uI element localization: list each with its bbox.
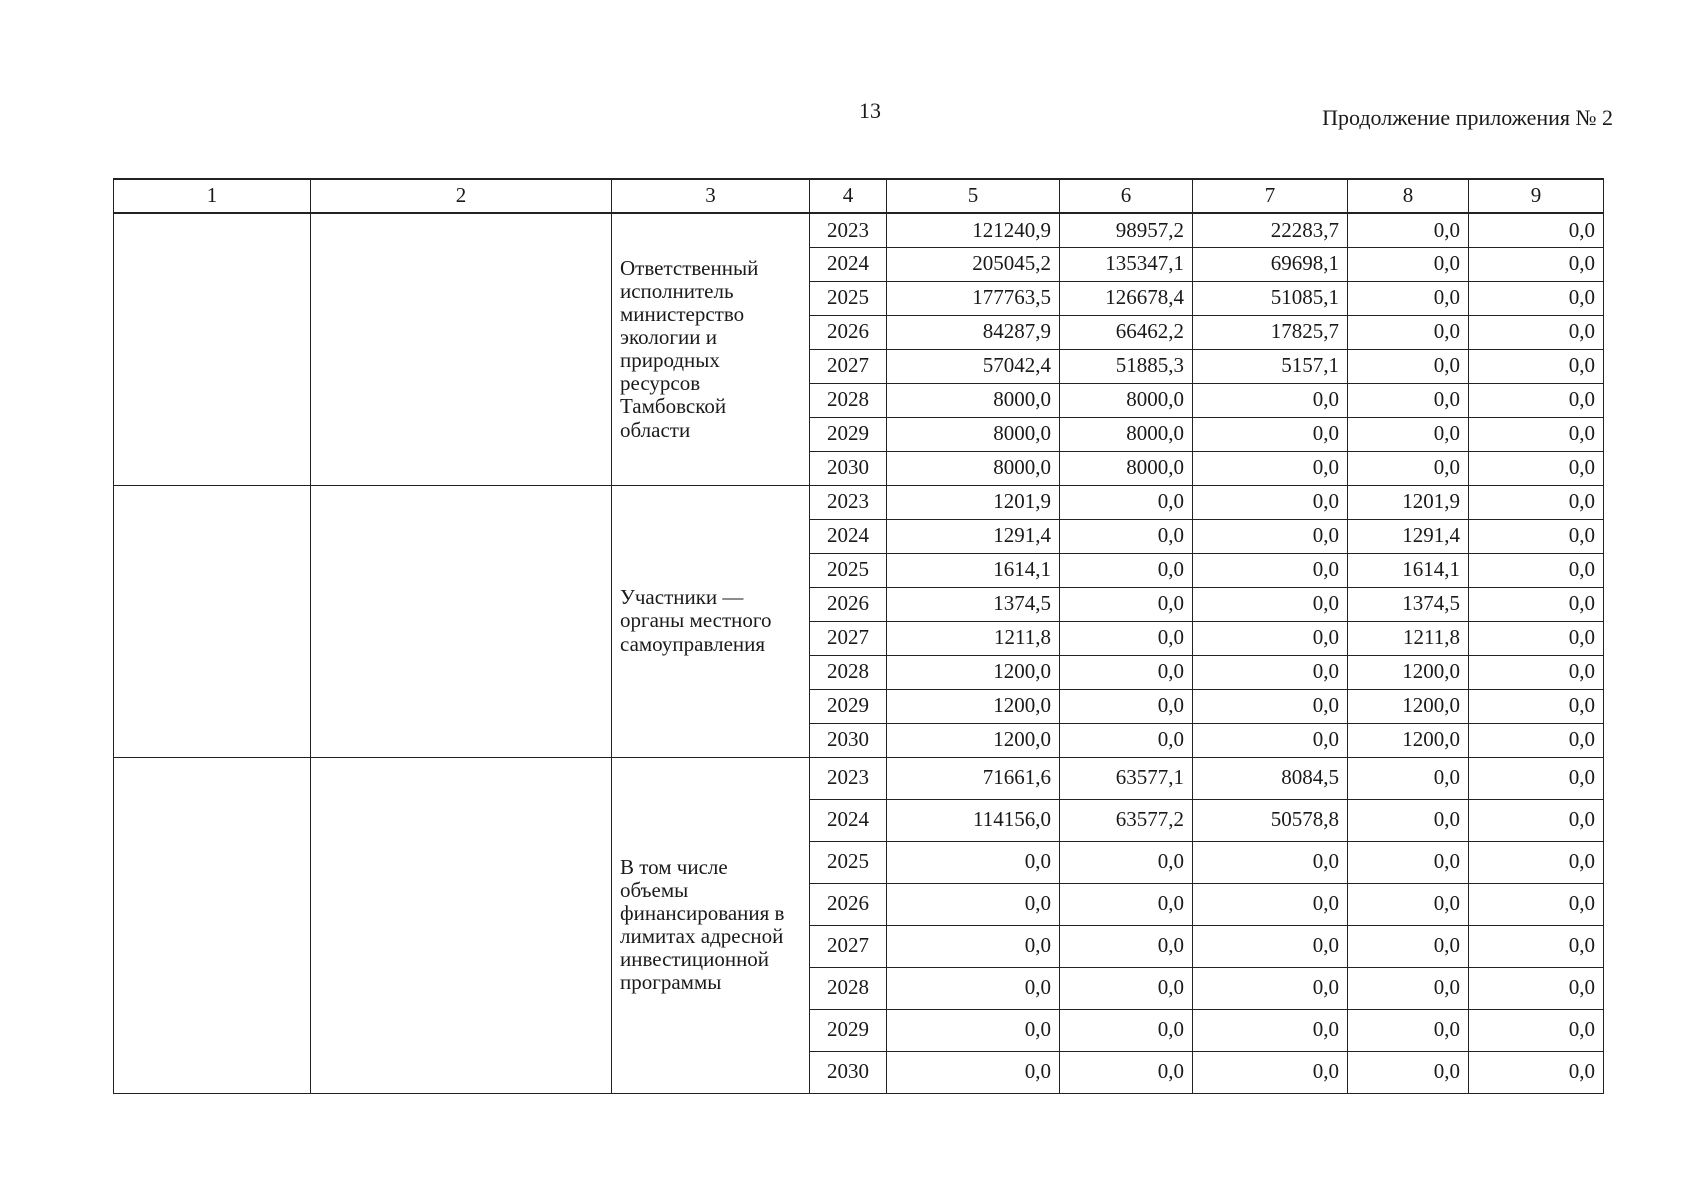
value-cell: 63577,1: [1060, 757, 1193, 799]
value-cell: 0,0: [1469, 587, 1604, 621]
value-cell: 0,0: [1060, 485, 1193, 519]
value-cell: 69698,1: [1193, 247, 1348, 281]
column-1-cell: [114, 757, 311, 1093]
table-row: [114, 213, 1604, 247]
year-cell: 2024: [810, 519, 887, 553]
year-cell: 2023: [810, 485, 887, 519]
value-cell: 1200,0: [1348, 689, 1469, 723]
value-cell: 0,0: [887, 841, 1060, 883]
value-cell: 121240,9: [887, 213, 1060, 247]
value-cell: 8000,0: [1060, 383, 1193, 417]
value-cell: 0,0: [887, 1009, 1060, 1051]
value-cell: 0,0: [1469, 757, 1604, 799]
column-header: 4: [810, 179, 887, 213]
group-label: Ответственный исполнитель министерство экологии и природных ресурсов Тамбовской области: [612, 213, 810, 485]
value-cell: 0,0: [1469, 247, 1604, 281]
value-cell: 1200,0: [887, 689, 1060, 723]
value-cell: 0,0: [887, 967, 1060, 1009]
year-cell: 2027: [810, 925, 887, 967]
year-cell: 2025: [810, 281, 887, 315]
value-cell: 1614,1: [887, 553, 1060, 587]
value-cell: 0,0: [1193, 553, 1348, 587]
year-cell: 2025: [810, 553, 887, 587]
value-cell: 0,0: [1060, 925, 1193, 967]
value-cell: 1200,0: [887, 723, 1060, 757]
value-cell: 0,0: [1348, 883, 1469, 925]
value-cell: 0,0: [1348, 1009, 1469, 1051]
value-cell: 0,0: [1193, 383, 1348, 417]
value-cell: 0,0: [1060, 621, 1193, 655]
year-cell: 2027: [810, 621, 887, 655]
value-cell: 0,0: [1469, 967, 1604, 1009]
value-cell: 0,0: [1469, 1009, 1604, 1051]
column-header: 6: [1060, 179, 1193, 213]
value-cell: 0,0: [1348, 281, 1469, 315]
column-header: 9: [1469, 179, 1604, 213]
value-cell: 8000,0: [887, 451, 1060, 485]
group-label: В том числе объемы финансирования в лимитах адресной инвестиционной программы: [612, 757, 810, 1093]
value-cell: 0,0: [1469, 723, 1604, 757]
column-header: 5: [887, 179, 1060, 213]
value-cell: 71661,6: [887, 757, 1060, 799]
value-cell: 8000,0: [887, 383, 1060, 417]
year-cell: 2030: [810, 451, 887, 485]
value-cell: 0,0: [1469, 451, 1604, 485]
value-cell: 126678,4: [1060, 281, 1193, 315]
value-cell: 66462,2: [1060, 315, 1193, 349]
value-cell: 84287,9: [887, 315, 1060, 349]
value-cell: 0,0: [1469, 655, 1604, 689]
year-cell: 2023: [810, 213, 887, 247]
value-cell: 0,0: [1193, 967, 1348, 1009]
value-cell: 0,0: [1469, 621, 1604, 655]
value-cell: 8000,0: [887, 417, 1060, 451]
value-cell: 0,0: [1348, 841, 1469, 883]
value-cell: 1291,4: [1348, 519, 1469, 553]
year-cell: 2026: [810, 315, 887, 349]
value-cell: 0,0: [1193, 883, 1348, 925]
value-cell: 114156,0: [887, 799, 1060, 841]
year-cell: 2026: [810, 883, 887, 925]
value-cell: 50578,8: [1193, 799, 1348, 841]
column-header: 7: [1193, 179, 1348, 213]
table-row: [114, 757, 1604, 799]
value-cell: 17825,7: [1193, 315, 1348, 349]
value-cell: 135347,1: [1060, 247, 1193, 281]
value-cell: 1374,5: [1348, 587, 1469, 621]
value-cell: 51085,1: [1193, 281, 1348, 315]
value-cell: 1200,0: [1348, 655, 1469, 689]
value-cell: 0,0: [1469, 841, 1604, 883]
value-cell: 0,0: [1469, 281, 1604, 315]
value-cell: 22283,7: [1193, 213, 1348, 247]
value-cell: 1201,9: [1348, 485, 1469, 519]
group-participants: [114, 485, 1604, 757]
value-cell: 0,0: [1060, 1051, 1193, 1093]
value-cell: 0,0: [1469, 417, 1604, 451]
value-cell: 0,0: [1060, 553, 1193, 587]
value-cell: 0,0: [1348, 417, 1469, 451]
year-cell: 2024: [810, 247, 887, 281]
group-label: Участники — органы местного самоуправления: [612, 485, 810, 757]
year-cell: 2023: [810, 757, 887, 799]
value-cell: 1291,4: [887, 519, 1060, 553]
value-cell: 0,0: [1348, 1051, 1469, 1093]
year-cell: 2030: [810, 723, 887, 757]
column-2-cell: [311, 757, 612, 1093]
value-cell: 1200,0: [887, 655, 1060, 689]
year-cell: 2028: [810, 967, 887, 1009]
value-cell: 0,0: [1348, 383, 1469, 417]
value-cell: 0,0: [1193, 485, 1348, 519]
value-cell: 0,0: [1060, 841, 1193, 883]
year-cell: 2029: [810, 1009, 887, 1051]
year-cell: 2025: [810, 841, 887, 883]
value-cell: 5157,1: [1193, 349, 1348, 383]
value-cell: 1374,5: [887, 587, 1060, 621]
value-cell: 0,0: [1348, 349, 1469, 383]
value-cell: 0,0: [1348, 213, 1469, 247]
column-header: 8: [1348, 179, 1469, 213]
value-cell: 0,0: [1348, 247, 1469, 281]
value-cell: 0,0: [1469, 315, 1604, 349]
value-cell: 0,0: [1060, 689, 1193, 723]
value-cell: 0,0: [1469, 349, 1604, 383]
year-cell: 2028: [810, 383, 887, 417]
funding-table: [113, 178, 1604, 1094]
column-header: 1: [114, 179, 311, 213]
value-cell: 0,0: [1348, 925, 1469, 967]
value-cell: 0,0: [1348, 799, 1469, 841]
value-cell: 0,0: [1193, 655, 1348, 689]
value-cell: 0,0: [887, 925, 1060, 967]
value-cell: 0,0: [1469, 553, 1604, 587]
value-cell: 0,0: [1469, 1051, 1604, 1093]
year-cell: 2030: [810, 1051, 887, 1093]
appendix-title: Продолжение приложения № 2: [1322, 105, 1613, 130]
value-cell: 0,0: [1348, 451, 1469, 485]
value-cell: 0,0: [887, 883, 1060, 925]
column-1-cell: [114, 213, 311, 485]
value-cell: 0,0: [1348, 757, 1469, 799]
value-cell: 0,0: [1060, 723, 1193, 757]
year-cell: 2029: [810, 417, 887, 451]
year-cell: 2029: [810, 689, 887, 723]
value-cell: 0,0: [1193, 587, 1348, 621]
value-cell: 0,0: [1193, 1009, 1348, 1051]
column-header: 2: [311, 179, 612, 213]
value-cell: 0,0: [1193, 1051, 1348, 1093]
value-cell: 0,0: [1060, 967, 1193, 1009]
value-cell: 0,0: [1469, 925, 1604, 967]
value-cell: 51885,3: [1060, 349, 1193, 383]
value-cell: 0,0: [1193, 723, 1348, 757]
value-cell: 205045,2: [887, 247, 1060, 281]
year-cell: 2028: [810, 655, 887, 689]
value-cell: 0,0: [1193, 451, 1348, 485]
value-cell: 0,0: [1348, 315, 1469, 349]
value-cell: 0,0: [1060, 655, 1193, 689]
column-2-cell: [311, 485, 612, 757]
value-cell: 57042,4: [887, 349, 1060, 383]
value-cell: 0,0: [1193, 417, 1348, 451]
column-header: 3: [612, 179, 810, 213]
value-cell: 98957,2: [1060, 213, 1193, 247]
value-cell: 63577,2: [1060, 799, 1193, 841]
year-cell: 2027: [810, 349, 887, 383]
year-cell: 2024: [810, 799, 887, 841]
value-cell: 0,0: [1193, 689, 1348, 723]
value-cell: 0,0: [1193, 841, 1348, 883]
column-header-row: [114, 179, 1604, 213]
value-cell: 1201,9: [887, 485, 1060, 519]
page-number: 13: [859, 98, 881, 123]
value-cell: 0,0: [1060, 587, 1193, 621]
value-cell: 0,0: [1193, 925, 1348, 967]
table-row: [114, 485, 1604, 519]
value-cell: 0,0: [1469, 213, 1604, 247]
value-cell: 0,0: [1469, 383, 1604, 417]
value-cell: 0,0: [1193, 519, 1348, 553]
value-cell: 0,0: [1469, 883, 1604, 925]
group-investment-program: [114, 757, 1604, 1093]
value-cell: 177763,5: [887, 281, 1060, 315]
value-cell: 1614,1: [1348, 553, 1469, 587]
value-cell: 0,0: [1060, 883, 1193, 925]
value-cell: 0,0: [1469, 485, 1604, 519]
value-cell: 0,0: [1469, 689, 1604, 723]
value-cell: 0,0: [1348, 967, 1469, 1009]
value-cell: 1211,8: [887, 621, 1060, 655]
value-cell: 1211,8: [1348, 621, 1469, 655]
value-cell: 8000,0: [1060, 451, 1193, 485]
group-responsible-executor: [114, 213, 1604, 485]
value-cell: 1200,0: [1348, 723, 1469, 757]
value-cell: 0,0: [1060, 1009, 1193, 1051]
value-cell: 0,0: [1193, 621, 1348, 655]
value-cell: 0,0: [1469, 519, 1604, 553]
year-cell: 2026: [810, 587, 887, 621]
value-cell: 0,0: [1060, 519, 1193, 553]
value-cell: 0,0: [1469, 799, 1604, 841]
value-cell: 8084,5: [1193, 757, 1348, 799]
column-1-cell: [114, 485, 311, 757]
value-cell: 0,0: [887, 1051, 1060, 1093]
column-2-cell: [311, 213, 612, 485]
value-cell: 8000,0: [1060, 417, 1193, 451]
